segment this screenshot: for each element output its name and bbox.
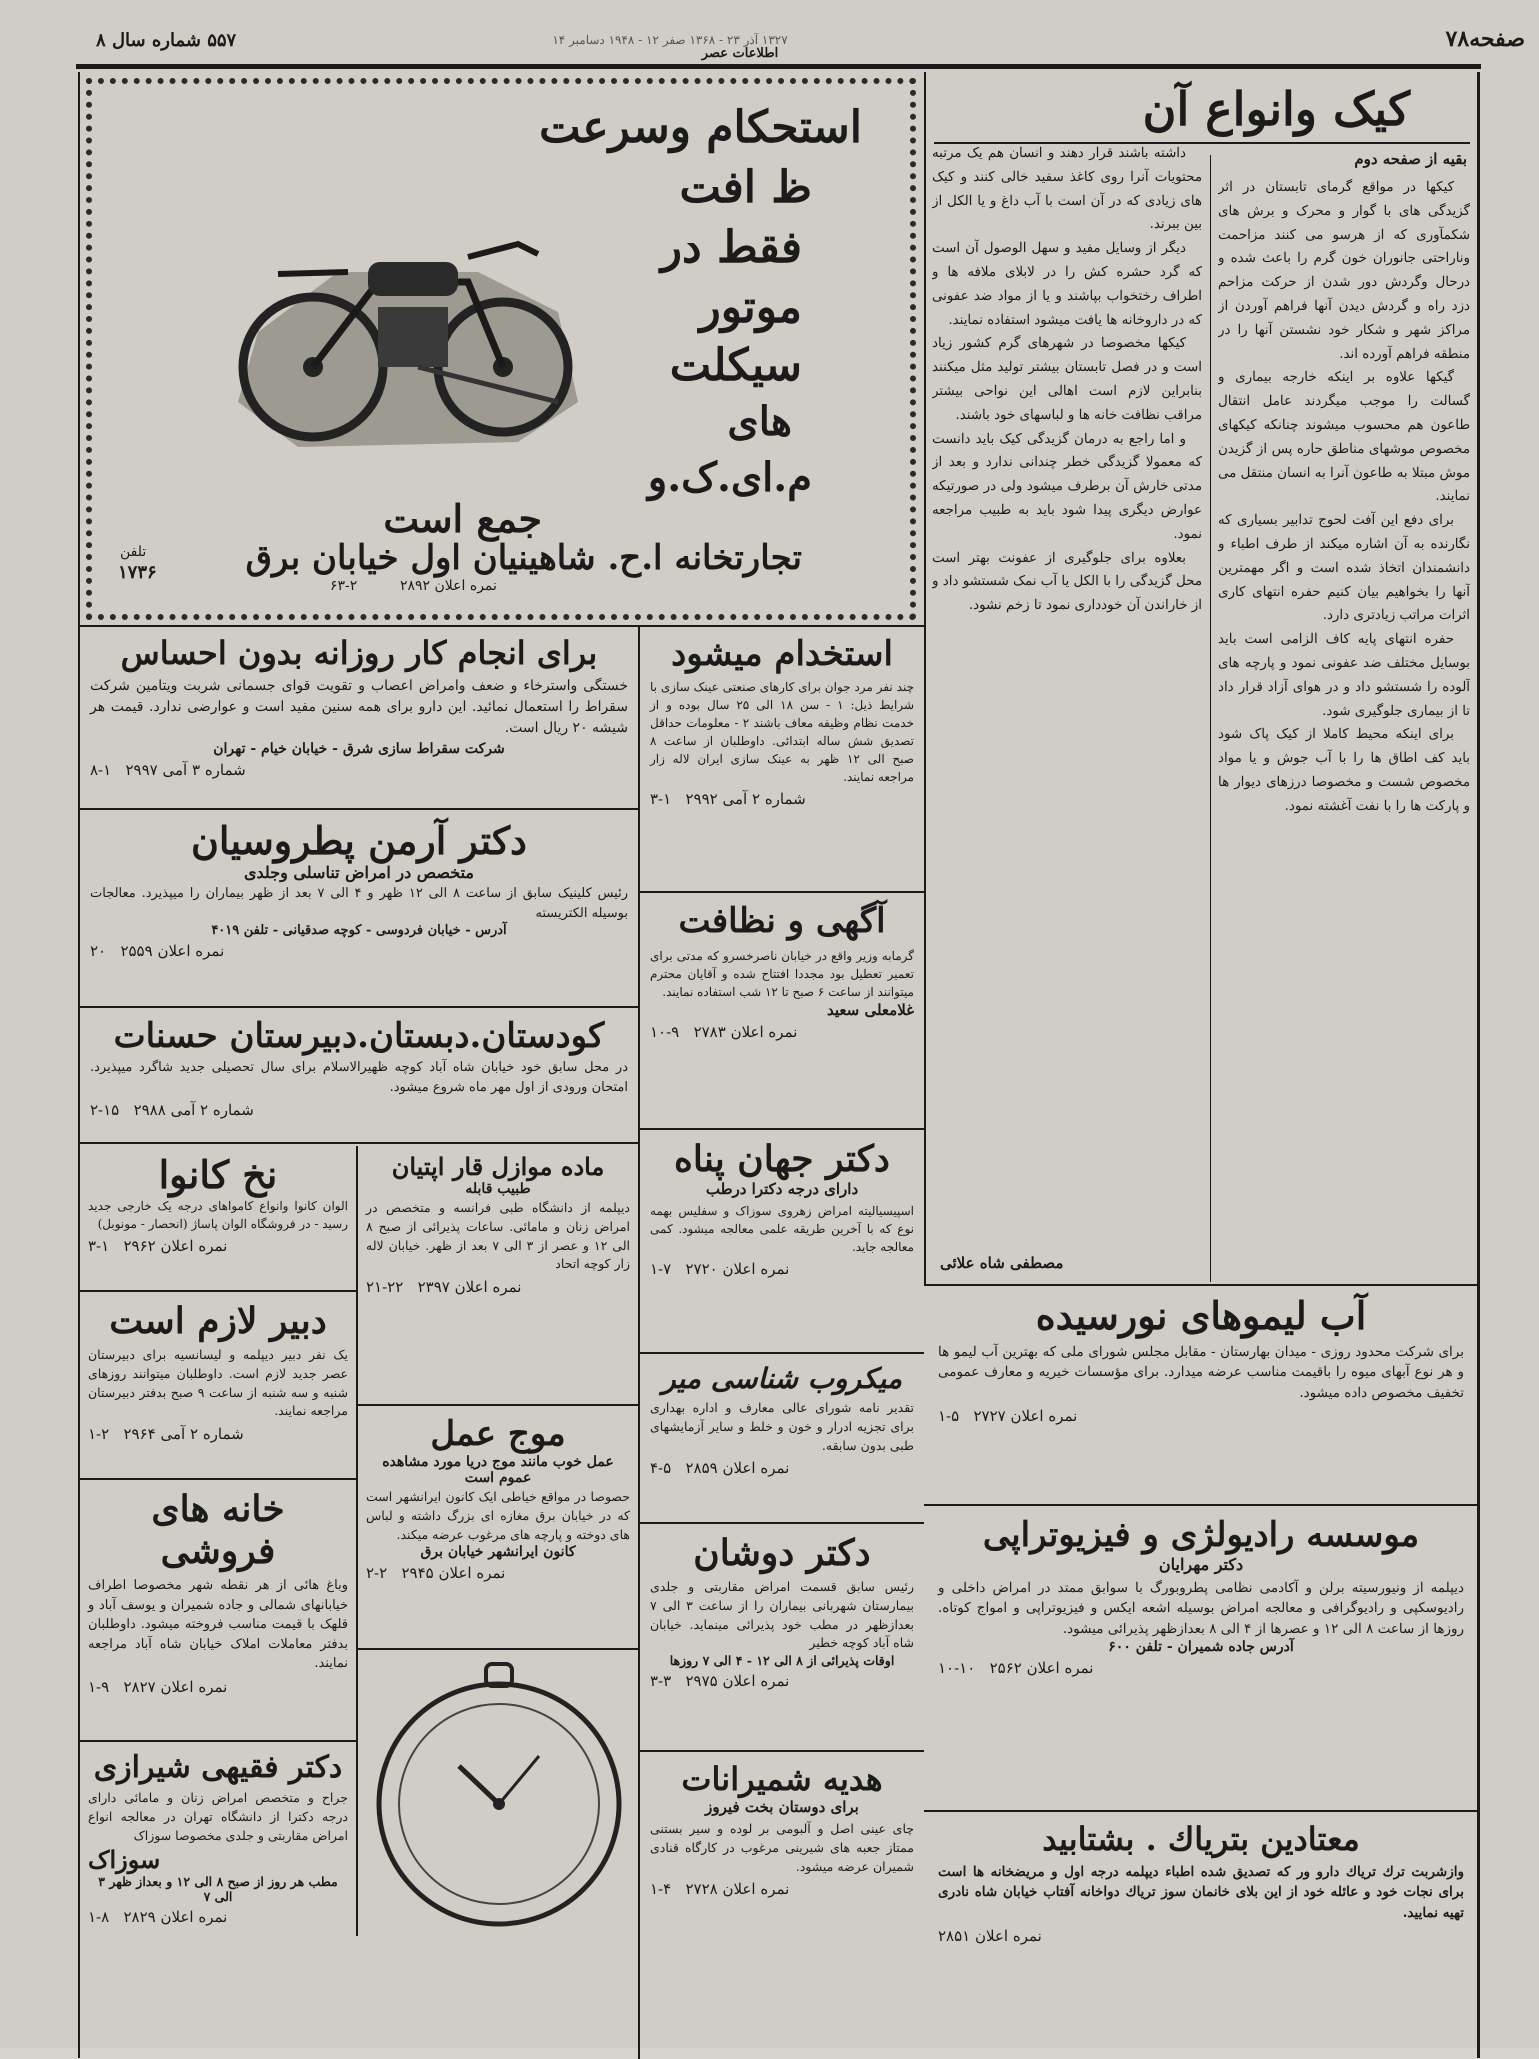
ad-teacher-title: دبیر لازم است (109, 1300, 327, 1342)
ad-petrosian (80, 812, 638, 1008)
ad-faghihi-no: نمره اعلان ۲۸۲۹ (123, 1908, 228, 1927)
article-col2-p4: و اما راجع به درمان گزیدگی کیک باید دانست که معمولا گزیدگی خطر چندانی ندارد و بعد از مدتی خارش آن برطرف میشود ولی در صورتیکه عوارض دیگری پیدا شود باید به طبیب مراجعه نمود. (932, 431, 1202, 542)
ad-petrosian-address: آدرس - خیابان فردوسی - کوچه صدقیانی - تلفن ۴۰۱۹ (211, 923, 507, 938)
article-col1-p4: حفره انتهای پایه کاف الزامی است باید بوسایل مختلف ضد عفونی نمود و پارچه های آلوده را شستشو داد و در هوای آزاد قرار داد تا از بیماری جلوگیری شود. (1218, 632, 1470, 719)
ad-hygiene-number (650, 1023, 914, 1041)
ad-employment-body: چند نفر مرد جوان برای کارهای صنعتی عینک سازی با شرایط ذیل: ۱ - سن ۱۸ الی ۲۵ سال بوده و از خدمت نظام وظیفه معاف باشند ۲ - معلومات حداقل تصدیق شش ساله ابتدائی. داوطلبان از ساعت ۸ صبح الی ۱۲ ظهر به عینک سازی ایران لاله زار مراجعه نمایند. (650, 680, 915, 784)
ad-faghihi (80, 1744, 356, 1960)
ad-microbe (640, 1356, 924, 1524)
rule-right-col2 (1210, 155, 1211, 1282)
ad-ghara (358, 1146, 638, 1406)
motorcycle-illustration (218, 162, 598, 462)
ad-labor-company: شرکت سقراط سازی شرق - خیابان خیام - تهران (213, 741, 505, 757)
ad-petrosian-number (90, 942, 628, 960)
motorcycle-ad-number: نمره اعلان ۲۸۹۲ (400, 578, 497, 594)
rule-row1 (80, 625, 924, 627)
ad-radiology-body: دیپلمه از ونیورسیته برلن و آکادمی نظامی پطروبورگ با سوابق ممتد در امراض داخلی و رادیوسکپی و رادیوگرافی و معالجه امراض بوسیله اشعه ایکس و فیزیوتراپی و امواج کوتاه. روزها از ساعت ۸ الی ۱۲ و عصرها از ۴ الی ۸ بعدازظهر پذیرائی میشود. (938, 1580, 1464, 1637)
rule-right-sub (924, 1284, 1480, 1286)
ad-radiology-code: ۱۰-۱۰ (938, 1658, 976, 1677)
motorcycle-ad-phone2: ۶۳-۲ (330, 578, 358, 594)
ad-schools (80, 1010, 638, 1144)
ad-ghara-subtitle: طبیب قابله (465, 1181, 531, 1197)
motorcycle-ad-line-4: موتور (699, 282, 802, 333)
ad-wave-no: نمره اعلان ۲۹۴۵ (401, 1564, 506, 1583)
ad-schools-title: کودستان.دبستان.دبیرستان حسنات (113, 1016, 605, 1056)
ad-dowshan-body: رئیس سابق قسمت امراض مقاربتی و جلدی بیمارستان شهربانی بیماران را از ساعت ۳ الی ۷ بعدازظهر در مطب خود پذیرائی مینماید. خیابان شاه آباد کوچه خطیر (650, 1579, 914, 1651)
motorcycle-ad-line-5: سیکلت (669, 340, 802, 391)
ad-dowshan-code: ۳-۳ (650, 1672, 672, 1690)
ad-jahanpanah-code: ۱-۷ (650, 1260, 672, 1278)
ad-hygiene-title: آگهی و نظافت (678, 901, 886, 941)
ad-canova-no: نمره اعلان ۲۹۶۲ (123, 1237, 228, 1255)
article-col2-p3: کیکها مخصوصا در شهرهای گرم کشور زیاد است و در فصل تابستان بیشتر تولید مثل میکنند بنابراین لازم است اهالی این نواحی بیشتر مراقب نظافت خانه ها و لباسهای خود باشند. (932, 336, 1202, 423)
ad-ghara-body: دیپلمه از دانشگاه طبی فرانسه و متخصص در امراض زنان و مامائی. ساعات پذیرائی از صبح ۸ الی ۱۲ و عصر از ۳ الی ۷ بعد از ظهر. خیابان لاله زار کوچه اتحاد (366, 1200, 630, 1272)
ad-wave-code: ۲-۲ (366, 1564, 388, 1583)
ad-gifts-code: ۱-۴ (650, 1880, 672, 1899)
ad-houses-number (88, 1678, 348, 1696)
ad-employment-no: شماره ۲ آمی ۲۹۹۲ (685, 790, 806, 808)
ad-radiology-number (938, 1659, 1464, 1677)
motorcycle-ad-store: تجارتخانه ا.ح. شاهینیان اول خیابان برق (245, 538, 802, 578)
ad-wave-title: موج عمل (430, 1414, 566, 1454)
article-continued: بقیه از صفحه دوم (1354, 150, 1467, 168)
ad-gifts-title: هدیه شمیرانات (681, 1760, 883, 1798)
ad-canova-body: الوان کانوا وانواع کامواهای درجه یک خارجی جدید رسید - در فروشگاه الوان پاساژ (انحصار - مونوبل) (88, 1199, 348, 1231)
ad-employment-title: استخدام میشود (671, 634, 893, 674)
ad-jahanpanah-title: دکتر جهان پناه (674, 1138, 890, 1180)
header-page-number: صفحه۷۸ (1445, 26, 1525, 52)
ad-canova-title: نخ کانوا (158, 1152, 278, 1197)
ad-hygiene (640, 895, 924, 1130)
ad-addicts-number: نمره اعلان ۲۸۵۱ (938, 1926, 1042, 1945)
ad-wave-store: کانون ایرانشهر خیابان برق (420, 1544, 576, 1561)
motorcycle-ad-line-8: جمع است (383, 496, 542, 541)
ad-dowshan-no: نمره اعلان ۲۹۷۵ (685, 1672, 790, 1690)
ad-ghara-code: ۲۱-۲۲ (366, 1278, 404, 1296)
ad-lemon-title: آب لیموهای نورسیده (1035, 1293, 1367, 1338)
motorcycle-ad-phone: ۱۷۳۶ (118, 562, 157, 583)
header-issue: ۵۵۷ شماره سال ۸ (96, 30, 237, 51)
header-title: اطلاعات عصر (701, 46, 779, 61)
ad-lemon (926, 1287, 1476, 1502)
ad-employment (640, 628, 924, 893)
ad-petrosian-body: رئیس کلینیک سابق از ساعت ۸ الی ۱۲ ظهر و ۴ الی ۷ بعد از ظهر بیماران را میپذیرد. معالجات بوسیله الکتریسته (90, 886, 629, 921)
ad-addicts-body: وازشربت ترك تریاك دارو ور كه تصدیق شده اطباء دیپلمه درجه اول و مریضخانه ها است برای نجات خود و عائله خود از این بلای خانمان سوز تریاك دواخانه آفتاب خیابان شاه نادری تهیه نمایید. (938, 1864, 1464, 1921)
ad-jahanpanah-no: نمره اعلان ۲۷۲۰ (685, 1260, 790, 1278)
ad-teacher (80, 1294, 356, 1480)
ad-microbe-body: تقدیر نامه شورای عالی معارف و اداره بهداری برای تجزیه ادرار و خون و خلط و سایر آزمایشهای طبی بدون سابقه. (650, 1400, 914, 1453)
ad-gifts-number (650, 1880, 914, 1898)
ad-houses-title: خانه های فروشی (151, 1488, 285, 1572)
ad-labor (80, 628, 638, 810)
ad-houses-no: نمره اعلان ۲۸۲۷ (123, 1677, 228, 1696)
motorcycle-ad-phone-label: تلفن (120, 544, 147, 560)
ad-hygiene-signature: غلامعلی سعید (827, 1001, 914, 1019)
article-col2-p1: داشته باشند قرار دهند و انسان هم یک مرتبه محتویات آنرا روی کاغذ سفید خالی کنند و کیک های زیادی که در آن است با آب داغ و یا الکل از بین ببرند. (932, 146, 1202, 233)
ad-radiology-subtitle: دکتر مهرایان (1158, 1555, 1244, 1574)
article-signature: مصطفی شاه علائی (940, 1254, 1064, 1272)
ad-employment-number (650, 790, 914, 808)
article-col2-p2: دیگر از وسایل مفید و سهل الوصول آن است که گرد حشره کش را در لابلای ملافه ها و اطراف رختخواب بپاشند و یا از مواد ضد عفونی که در داروخانه ها یافت میشود استفاده نمایند. (932, 241, 1202, 328)
ad-labor-number (90, 761, 628, 779)
ad-gifts-body: چای عینی اصل و آلبومی بر لوده و سیر بستنی ممتاز جعبه های شیرینی مرغوب در کارگاه قنادی شمیران عرضه میشود. (650, 1821, 914, 1874)
ad-microbe-number (650, 1459, 914, 1477)
ad-jahanpanah-body: اسپیسیالیته امراض زهروی سوزاک و سفلیس بهمه نوع که با آخرین طریقه علمی معالجه میشود. کمی معالجه جاید. (650, 1204, 914, 1254)
header-rule (76, 64, 1481, 69)
ad-employment-code: ۳-۱ (650, 790, 672, 808)
ad-addicts (926, 1814, 1476, 1964)
ad-hygiene-code: ۱۰-۹ (650, 1023, 680, 1041)
ad-hygiene-body: گرمابه وزیر واقع در خیابان ناصرخسرو که مدتی برای تعمیر تعطیل بود مجددا افتتاح شده و آقایان محترم میتوانند از ساعت ۶ صبح تا ۱۲ شب استفاده نمایند. (650, 949, 914, 999)
ad-faghihi-number (88, 1908, 348, 1926)
ad-radiology-no: نمره اعلان ۲۵۶۲ (989, 1658, 1094, 1677)
ad-jahanpanah-subtitle: دارای درجه دکترا درطب (705, 1180, 859, 1198)
ad-wave (358, 1408, 638, 1650)
ad-schools-no: شماره ۲ آمی ۲۹۸۸ (133, 1101, 254, 1119)
ad-microbe-title: میکروب شناسی میر (662, 1362, 902, 1395)
ad-dowshan-number (650, 1672, 914, 1690)
article-col1-p5: برای اینکه محیط کاملا از کیک پاک شود باید کف اطاق ها را با آب جوش و یا مواد مخصوص شست و مخصوصا درزهای دیوار ها و پارکت ها را با نفت آغشته نمود. (1218, 727, 1470, 814)
ad-faghihi-highlight: سوزاک (88, 1845, 161, 1875)
ad-jahanpanah (640, 1132, 924, 1354)
ad-gifts-no: نمره اعلان ۲۷۲۸ (685, 1880, 790, 1899)
ad-petrosian-code: ۲۰ (90, 942, 107, 960)
ad-microbe-no: نمره اعلان ۲۸۵۹ (685, 1459, 790, 1478)
ad-schools-number (90, 1101, 628, 1119)
ad-petrosian-no: نمره اعلان ۲۵۵۹ (120, 942, 225, 960)
ad-lemon-body: برای شرکت محدود روزی - میدان بهارستان - مقابل مجلس شورای ملی که بهترین آب لیمو ها و هر نوع آبهای میوه را باقیمت مناسب عرضه میدارد. برای مؤسسات خیریه و معارف عمومی تخفیف مخصوص داده میشود. (938, 1344, 1464, 1401)
ad-microbe-code: ۴-۵ (650, 1459, 672, 1478)
ad-lemon-number (938, 1407, 1464, 1425)
article-title-box (934, 74, 1470, 144)
ad-wave-subtitle: عمل خوب مانند موج دریا مورد مشاهده عموم است (382, 1454, 614, 1486)
ad-canova (80, 1146, 356, 1292)
ad-faghihi-title: دکتر فقیهی شیرازی (93, 1750, 343, 1785)
ad-radiology-title: موسسه رادیولژی و فیزیوتراپی (982, 1515, 1420, 1555)
ad-faghihi-hours: مطب هر روز از صبح ۸ الی ۱۲ و بعداز ظهر ۳ الی ۷ (98, 1874, 338, 1905)
ad-jahanpanah-number (650, 1260, 914, 1278)
article-col1-p1: کیکها در مواقع گرمای تابستان در اثر گزیدگی های با گوار و محرک و برش های شکمآوری که از هرسو می کنند مزاحمت وناراحتی جانوران خون گرم را باعث شده و درحال وگردش دور شدن از حرکت مزاحم دزد راه و گردش دیدن آنها فراهم آوردن از مراکز شهر و شکار خود نشستن آنها را در منطقه فراهم آورده اند. (1218, 180, 1470, 362)
ad-dowshan-hours: اوقات پذیرائی از ۸ الی ۱۲ - ۴ الی ۷ روزها (669, 1653, 895, 1668)
article-column-left (932, 142, 1202, 1246)
header-dates: ۱۳۲۷ آذر ۲۳ - ۱۳۶۸ صفر ۱۲ - ۱۹۴۸ دسامبر ۱۴ (552, 33, 788, 47)
article-col2-p5: بعلاوه برای جلوگیری از عفونت بهتر است محل گزیدگی را با الکل یا آب نمک شستشو داد و از خاراندن آن خودداری نمود تا زخم نشود. (932, 550, 1202, 614)
ad-dowshan (640, 1526, 924, 1752)
rule-right-sub2 (924, 1504, 1480, 1506)
ad-lemon-no: نمره اعلان ۲۷۲۷ (973, 1406, 1078, 1425)
ad-gifts (640, 1754, 924, 1964)
ad-petrosian-subtitle: متخصص در امراض تناسلی وجلدی (244, 863, 474, 882)
ad-canova-number (88, 1237, 348, 1255)
ad-canova-code: ۳-۱ (88, 1237, 110, 1255)
ad-wave-body: حصوصا در مواقع خیاطی ایک کانون ایرانشهر است که در خیابان برق مغازه ای بزرگ داشته و لباس های دوخته و پارچه های مرغوب عرضه میکند. (366, 1489, 630, 1542)
ad-houses-body: وباغ هائی از هر نقطه شهر مخصوصا اطراف خیابانهای شمالی و جاده شمیران و یوسف آباد و قلهک با قیمت مناسب فروخته میشود. داوطلبان بدفتر معاملات املاک خیابان شاه آباد مراجعه نمایند. (88, 1578, 348, 1671)
ad-faghihi-code: ۱-۸ (88, 1908, 110, 1927)
motorcycle-ad (100, 92, 902, 608)
ad-schools-code: ۲-۱۵ (90, 1101, 120, 1119)
motorcycle-ad-line-1: استحکام وسرعت (539, 102, 862, 153)
ad-faghihi-body: جراح و متخصص امراض زنان و مامائی دارای درجه دکترا از دانشگاه تهران در معالجه انواع امراض مقاربتی و جلدی مخصوصا سوزاک (88, 1790, 348, 1843)
ad-houses-code: ۱-۹ (88, 1677, 110, 1696)
ad-radiology (926, 1507, 1476, 1807)
pocket-watch-illustration (364, 1656, 634, 1946)
ad-schools-body: در محل سابق خود خیابان شاه آباد کوچه ظهیرالاسلام برای سال تحصیلی جدید شاگرد میپذیرد. امتحان ورودی از اول مهر ماه شروع میشود. (90, 1060, 628, 1095)
ad-gifts-subtitle: برای دوستان بخت فیروز (705, 1798, 859, 1816)
motorcycle-ad-line-6: های (727, 398, 792, 445)
ad-lemon-code: ۱-۵ (938, 1406, 960, 1425)
ad-teacher-no: شماره ۲ آمی ۲۹۶۴ (123, 1425, 244, 1443)
rule-right-sub3 (924, 1810, 1480, 1812)
ad-wave-number (366, 1564, 630, 1582)
ad-petrosian-title: دکتر آرمن پطروسیان (191, 818, 527, 863)
ad-hygiene-no: نمره اعلان ۲۷۸۳ (693, 1023, 798, 1041)
article-col1-p2: گیکها علاوه بر اینکه خارجه بیماری و گسالت را موجب میگردند عامل انتقال طاعون هم محسوب میشوند چنانکه کیکهای مخصوص موشهای مناطق حاره پس از گزیدن موش مبتلا به طاعون آنرا به انسان منتقل می نمایند. (1218, 370, 1470, 505)
rule-right-col (924, 72, 926, 1284)
ad-houses (80, 1482, 356, 1742)
motorcycle-ad-line-3: فقط در (660, 222, 802, 273)
ad-labor-title: برای انجام کار روزانه بدون احساس (120, 634, 598, 672)
ad-ghara-title: ماده موازل قار اپتیان (391, 1152, 605, 1181)
ad-labor-no: شماره ۳ آمی ۲۹۹۷ (125, 761, 246, 779)
article-col1-p3: برای دفع این آفت لحوج تدابیر بسیاری که نگارنده به آن اشاره میکند از طرف اطباء و دانشمندان اتخاذ شده است و اگر مهمترین آنها را بخواهیم بیان کنیم حفره انتهای کاری اثرات مراتب زیادتری دارد. (1218, 513, 1470, 624)
motorcycle-ad-line-7: م.ای.ک.و (647, 454, 812, 501)
ad-teacher-number (88, 1425, 348, 1443)
article-column-right (1218, 176, 1470, 1280)
ad-dowshan-title: دکتر دوشان (693, 1532, 871, 1574)
ad-ghara-no: نمره اعلان ۲۳۹۷ (417, 1278, 522, 1296)
ad-labor-body: خستگی واسترخاء و ضعف وامراض اعصاب و تقویت قوای جسمانی شربت ویتامین شرکت سقراط را استعمال نمائید. این دارو برای همه سنین مفید است و عوارضی ندارد. قیمت هر شیشه ۲۰ ریال است. (90, 678, 628, 736)
article-title: کیک وانواع آن (1142, 82, 1410, 136)
ad-teacher-body: یک نفر دبیر دیپلمه و لیسانسیه برای دبیرستان عصر جدید لازم است. داوطلبان میتوانند روزهای شنبه و سه شنبه از ساعت ۹ صبح بدفتر دبیرستان مراجعه نمایند. (88, 1347, 348, 1419)
ad-labor-code: ۸-۱ (90, 761, 112, 779)
ad-radiology-address: آدرس جاده شمیران - تلفن ۶۰۰ (1108, 1638, 1294, 1655)
ad-teacher-code: ۱-۲ (88, 1425, 110, 1443)
ad-ghara-number (366, 1278, 630, 1296)
motorcycle-ad-line-2: ظ افت (679, 162, 812, 213)
ad-addicts-title: معتادین بتریاك . بشتابید (1042, 1820, 1360, 1858)
rule-main-right (1477, 72, 1480, 2058)
